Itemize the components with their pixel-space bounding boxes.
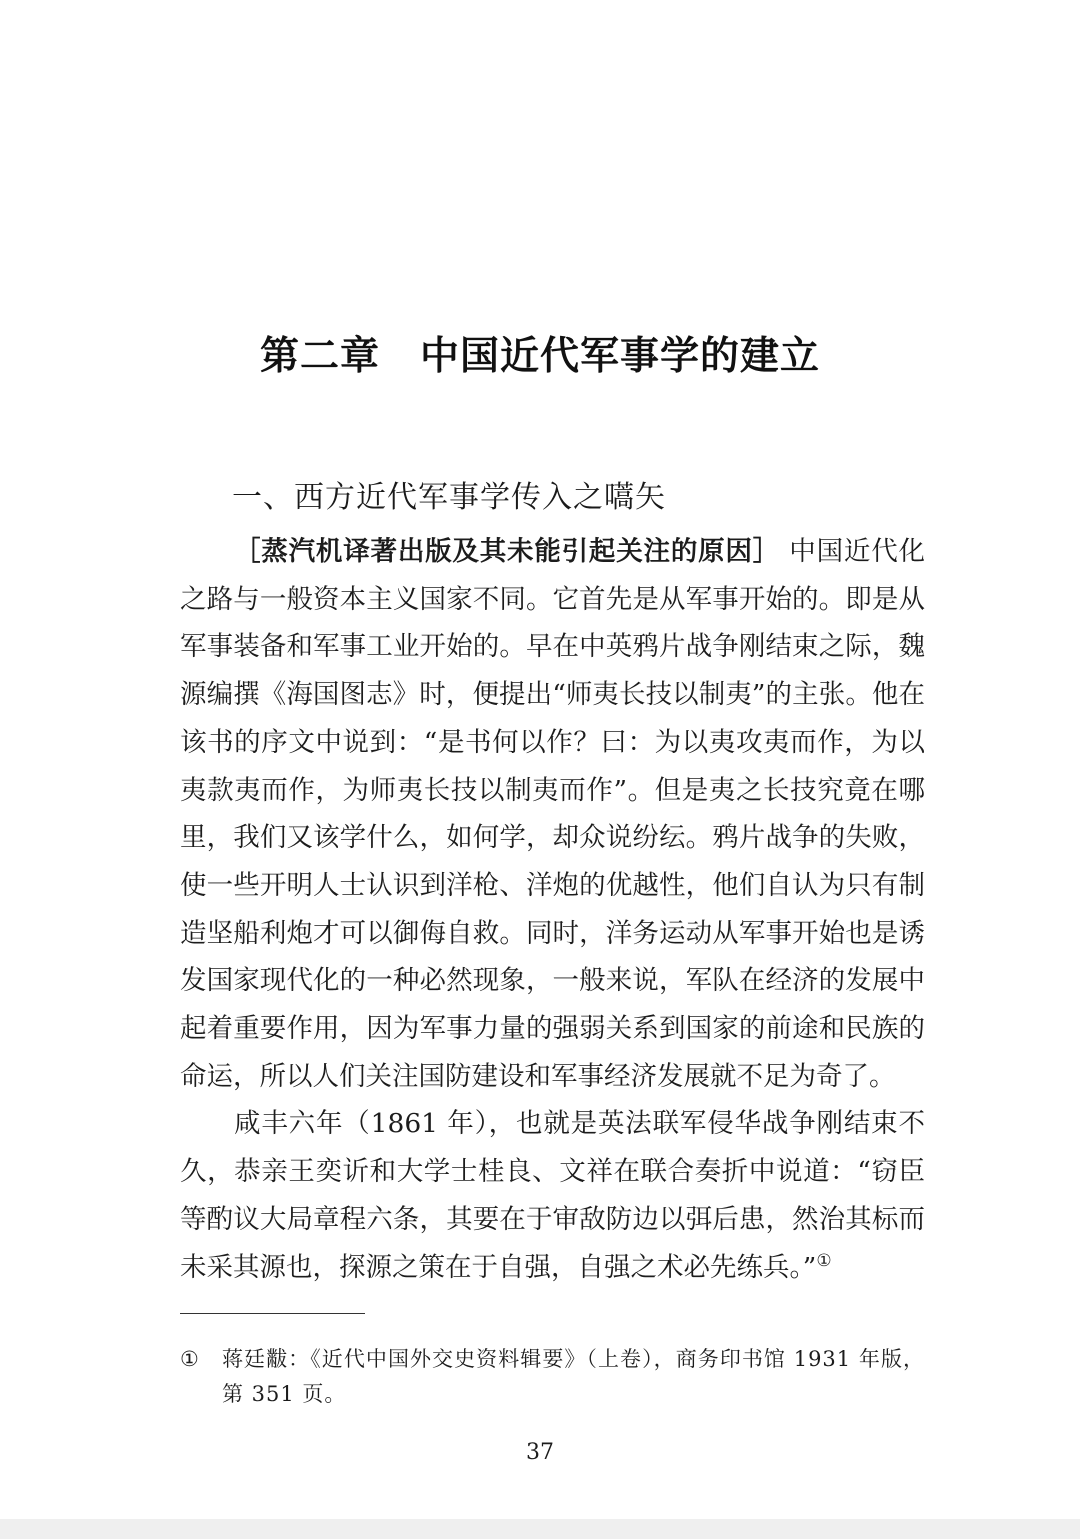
footnote-divider [180,1313,365,1314]
chapter-label: 第二章 [259,334,380,379]
footnote-mark: ① [180,1347,199,1371]
page-number: 37 [526,1440,554,1465]
footnote-text: 蒋廷黻：《近代中国外交史资料辑要》（上卷），商务印书馆 1931 年版，第 351 页。 [222,1347,925,1406]
section-heading: 一、西方近代军事学传入之嚆矢 [232,480,666,515]
bottom-strip [0,1519,1080,1539]
paragraph-2 [180,1100,925,1291]
paragraph-1 [180,528,925,1100]
paragraph-2-text: 咸丰六年（1861 年），也就是英法联军侵华战争刚结束不久，恭亲王奕䜣和大学士桂良、文祥在联合奏折中说道：“窃臣等酌议大局章程六条，其要在于审敌防边以弭后患，然治其标而未采其源也，探源之策在于自强，自强之术必先练兵。” [180,1108,925,1283]
footnote [180,1342,925,1412]
chapter-title-text: 中国近代军事学的建立 [420,334,821,379]
footnote-reference: ① [816,1250,832,1271]
body-text [180,528,925,1291]
paragraph-inline-heading: ［蒸汽机译著出版及其未能引起关注的原因］ [234,536,781,567]
chapter-title [0,325,1080,381]
paragraph-1-text: 中国近代化之路与一般资本主义国家不同。它首先是从军事开始的。即是从军事装备和军事工业开始的。早在中英鸦片战争刚结束之际，魏源编撰《海国图志》时，便提出“师夷长技以制夷”的主张。他在该书的序文中说到：“是书何以作？曰：为以夷攻夷而作，为以夷款夷而作，为师夷长技以制夷而作”。但是夷之长技究竟在哪里，我们又该学什么，如何学，却众说纷纭。鸦片战争的失败，使一些开明人士认识到洋枪、洋炮的优越性，他们自认为只有制造坚船利炮才可以御侮自救。同时，洋务运动从军事开始也是诱发国家现代化的一种必然现象，一般来说，军队在经济的发展中起着重要作用，因为军事力量的强弱关系到国家的前途和民族的命运，所以人们关注国防建设和军事经济发展就不足为奇了。 [180,536,926,1092]
